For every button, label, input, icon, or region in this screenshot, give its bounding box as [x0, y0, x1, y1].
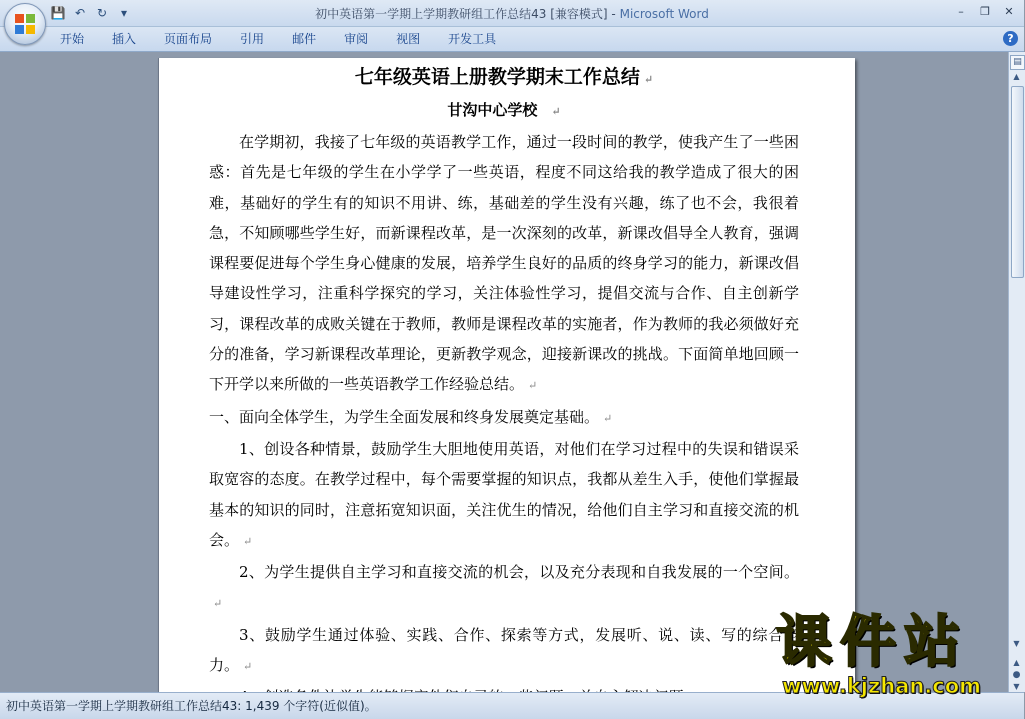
- document-title-text: 七年级英语上册教学期末工作总结: [354, 66, 640, 88]
- document-title: [209, 62, 799, 95]
- ribbon-tabs: [50, 31, 514, 47]
- office-logo-icon: [14, 13, 36, 35]
- paragraph-mark: ↵: [551, 105, 561, 118]
- previous-page-icon[interactable]: ▲: [1013, 658, 1020, 667]
- paragraph-mark: ↵: [243, 534, 253, 548]
- paragraph-text: 一、面向全体学生，为学生全面发展和终身发展奠定基础。: [209, 407, 600, 426]
- tab-home[interactable]: 开始: [60, 32, 85, 46]
- compat-mode: [兼容模式]: [550, 7, 608, 21]
- scroll-down-icon[interactable]: ▼: [1013, 639, 1020, 648]
- paragraph: [209, 620, 799, 683]
- window-controls: [950, 2, 1020, 20]
- document-workspace: [0, 52, 1008, 692]
- next-page-icon[interactable]: ▼: [1013, 682, 1020, 691]
- status-text: 初中英语第一学期上学期教研组工作总结43: 1,439 个字符(近似值)。: [6, 699, 377, 713]
- paragraph-mark: ↵: [528, 379, 538, 393]
- document-name: 初中英语第一学期上学期教研组工作总结43: [315, 7, 547, 21]
- watermark-logo: [772, 612, 1024, 700]
- document-body[interactable]: [209, 62, 799, 713]
- scroll-up-icon[interactable]: ▲: [1013, 72, 1020, 81]
- tab-mailings[interactable]: 邮件: [292, 32, 317, 46]
- restore-icon[interactable]: ❐: [980, 4, 990, 18]
- tab-view[interactable]: 视图: [396, 32, 421, 46]
- title-bar: [0, 0, 1024, 27]
- app-name: Microsoft Word: [619, 7, 709, 21]
- paragraph-mark: ↵: [243, 660, 253, 674]
- paragraph: [209, 557, 799, 620]
- document-subtitle: [209, 95, 799, 127]
- paragraph-text: 1、创设各种情景，鼓励学生大胆地使用英语，对他们在学习过程中的失误和错误采取宽容的态度。在教学过程中，每个需要掌握的知识点，我都从差生入手，使他们掌握最基本的知识的同时，注意拓宽知识面，关注优生的情况，给他们自主学习和直接交流的机会。: [209, 439, 799, 549]
- close-icon[interactable]: ✕: [1004, 4, 1014, 18]
- view-ruler-icon[interactable]: ▤: [1010, 55, 1025, 70]
- document-subtitle-text: 甘沟中心学校: [447, 101, 538, 119]
- paragraph-mark: ↵: [213, 597, 223, 611]
- tab-references[interactable]: 引用: [240, 32, 265, 46]
- tab-insert[interactable]: 插入: [112, 32, 137, 46]
- paragraph-text: 在学期初，我接了七年级的英语教学工作，通过一段时间的教学，使我产生了一些困惑：首先是七年级的学生在小学学了一些英语，程度不同这给我的教学造成了很大的困难，基础好的学生有的知识不用讲、练，基础差的学生没有兴趣，练了也不会，我很着急，不知顾哪些学生好，而新课程改革，是一次深刻的改革，新课改倡导全人教育，强调课程要促进每个学生身心健康的发展，培养学生良好的品质的终身学习的能力，新课改倡导建设性学习，注重科学探究的学习，关注体验性学习，提倡交流与合作、自主创新学习，课程改革的成败关键在于教师，教师是课程改革的实施者，作为教师的我必须做好充分的准备，学习新课程改革理论，更新教学观念，迎接新课改的挑战。下面简单地回顾一下开学以来所做的一些英语教学工作经验总结。: [209, 133, 799, 394]
- paragraph-text: 3、鼓励学生通过体验、实践、合作、探索等方式，发展听、说、读、写的综合能力。: [209, 625, 799, 675]
- select-browse-object-icon[interactable]: ●: [1012, 670, 1021, 680]
- save-icon[interactable]: 💾: [50, 6, 66, 20]
- document-page[interactable]: [158, 58, 855, 718]
- vertical-scrollbar[interactable]: [1008, 52, 1025, 692]
- scroll-thumb[interactable]: [1011, 86, 1024, 278]
- watermark-main: 课件站: [776, 610, 968, 675]
- tab-page-layout[interactable]: 页面布局: [164, 32, 213, 46]
- ribbon-tab-bar: [0, 27, 1024, 52]
- tab-developer[interactable]: 开发工具: [448, 32, 497, 46]
- title-separator: -: [611, 7, 616, 21]
- paragraph-mark: ↵: [603, 411, 613, 425]
- window-title: [0, 5, 1024, 22]
- paragraph-text: 2、为学生提供自主学习和直接交流的机会，以及充分表现和自我发展的一个空间。: [239, 563, 799, 582]
- paragraph: [209, 402, 799, 434]
- tab-review[interactable]: 审阅: [344, 32, 369, 46]
- help-icon[interactable]: ?: [1003, 31, 1018, 46]
- qat-dropdown-icon[interactable]: ▾: [120, 6, 128, 20]
- minimize-icon[interactable]: –: [958, 4, 964, 18]
- office-button[interactable]: [4, 3, 46, 45]
- paragraph-mark: ↵: [643, 73, 654, 86]
- redo-icon[interactable]: ↻: [96, 6, 108, 20]
- paragraph: [209, 434, 799, 557]
- paragraph: [209, 127, 799, 402]
- watermark-url: www.kjzhan.com: [782, 674, 982, 698]
- undo-icon[interactable]: ↶: [74, 6, 86, 20]
